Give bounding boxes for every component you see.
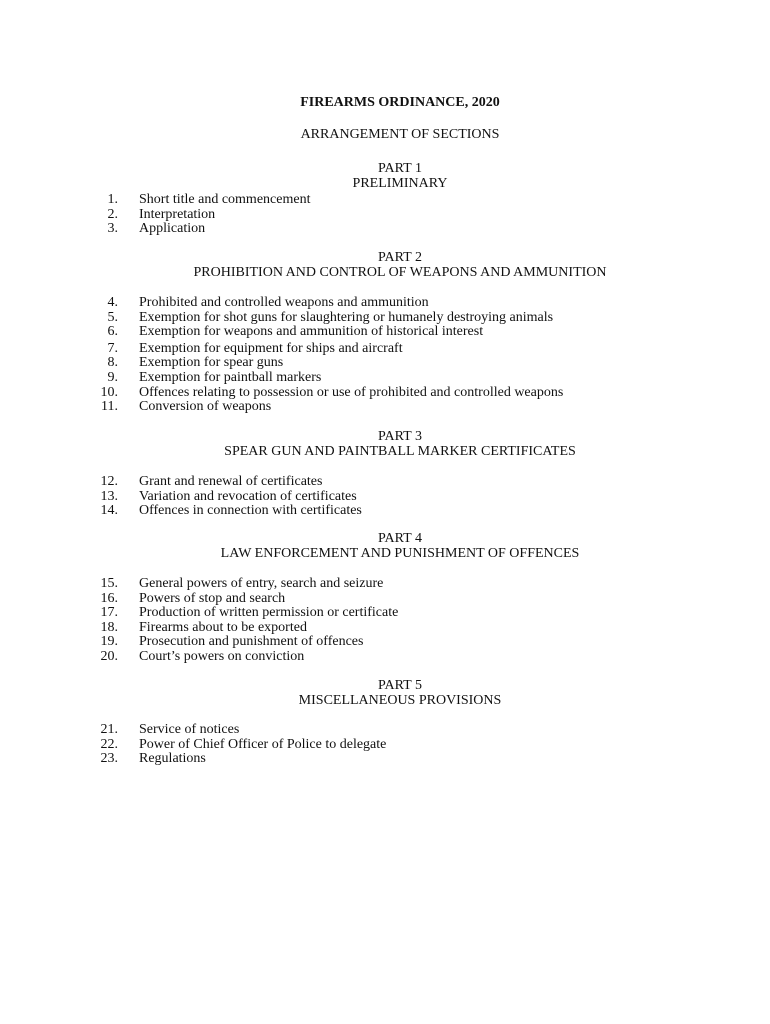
section-number: 12. [100, 474, 118, 489]
part-1-heading [0, 162, 770, 191]
part-label: PART 1 [378, 161, 422, 176]
section-title: Exemption for paintball markers [139, 369, 322, 385]
section-number: 19. [100, 634, 118, 650]
section-number: 1. [107, 192, 118, 207]
section-title: Exemption for equipment for ships and aircraft [139, 340, 403, 356]
section-number: 11. [101, 399, 118, 415]
section-number: 6. [107, 324, 118, 340]
part-label: PART 4 [378, 531, 422, 546]
section-number: 13. [100, 488, 118, 504]
section-number: 3. [107, 221, 118, 237]
part-5-heading [0, 679, 770, 708]
document-subtitle: ARRANGEMENT OF SECTIONS [300, 127, 500, 142]
section-number: 5. [107, 309, 118, 325]
part-title: MISCELLANEOUS PROVISIONS [298, 692, 502, 708]
section-item [0, 356, 770, 371]
section-item [0, 193, 770, 208]
section-title: Interpretation [139, 206, 216, 222]
section-title: Variation and revocation of certificates [139, 488, 357, 504]
section-title: Regulations [139, 751, 206, 767]
section-item [0, 723, 770, 738]
section-title: Service of notices [139, 722, 240, 737]
part-title: SPEAR GUN AND PAINTBALL MARKER CERTIFICATES [224, 443, 576, 459]
part-1-section-list [0, 193, 770, 237]
part-label: PART 5 [378, 678, 422, 693]
section-item [0, 296, 770, 311]
section-item [0, 606, 770, 621]
section-item [0, 208, 770, 223]
part-label: PART 2 [378, 250, 422, 265]
section-item [0, 386, 770, 401]
section-item [0, 400, 770, 415]
section-title: Offences in connection with certificates [139, 503, 362, 519]
section-title: Production of written permission or certificate [139, 605, 399, 621]
section-title: Firearms about to be exported [139, 619, 307, 635]
section-title: Court’s powers on conviction [139, 648, 305, 664]
part-2-heading [0, 251, 770, 280]
section-title: Powers of stop and search [139, 590, 286, 606]
section-title: Prosecution and punishment of offences [139, 634, 364, 650]
section-item [0, 738, 770, 753]
part-label: PART 3 [378, 429, 422, 444]
section-item [0, 635, 770, 650]
section-item [0, 577, 770, 592]
section-number: 2. [107, 206, 118, 222]
section-title: Exemption for weapons and ammunition of historical interest [139, 324, 484, 340]
section-number: 16. [100, 590, 118, 606]
part-3-section-list [0, 475, 770, 519]
part-4-heading [0, 532, 770, 561]
section-title: Exemption for spear guns [139, 355, 284, 371]
section-title: Application [139, 221, 206, 237]
section-number: 15. [100, 576, 118, 591]
section-title: Offences relating to possession or use of prohibited and controlled weapons [139, 384, 564, 400]
section-item [0, 325, 770, 340]
part-title: LAW ENFORCEMENT AND PUNISHMENT OF OFFENCES [220, 545, 580, 561]
section-number: 21. [100, 722, 118, 737]
section-item [0, 504, 770, 519]
section-number: 9. [107, 369, 118, 385]
section-item [0, 222, 770, 237]
part-title: PROHIBITION AND CONTROL OF WEAPONS AND AMMUNITION [193, 264, 607, 280]
part-5-section-list [0, 723, 770, 767]
section-number: 8. [107, 355, 118, 371]
section-item [0, 311, 770, 326]
part-title: PRELIMINARY [352, 175, 448, 191]
section-item [0, 371, 770, 386]
section-number: 20. [100, 648, 118, 664]
section-item [0, 475, 770, 490]
section-title: Conversion of weapons [139, 399, 272, 415]
section-item [0, 342, 770, 357]
section-number: 4. [107, 295, 118, 310]
section-title: Grant and renewal of certificates [139, 474, 323, 489]
section-number: 17. [100, 605, 118, 621]
part-3-heading [0, 430, 770, 459]
section-item [0, 752, 770, 767]
section-number: 10. [100, 384, 118, 400]
section-item [0, 592, 770, 607]
section-title: Short title and commencement [139, 192, 311, 207]
section-number: 14. [100, 503, 118, 519]
section-number: 23. [100, 751, 118, 767]
section-item [0, 621, 770, 636]
section-item [0, 650, 770, 665]
section-title: Power of Chief Officer of Police to delegate [139, 736, 387, 752]
section-title: General powers of entry, search and seizure [139, 576, 384, 591]
section-item [0, 490, 770, 505]
part-2-section-list [0, 296, 770, 415]
section-number: 18. [100, 619, 118, 635]
document-title: FIREARMS ORDINANCE, 2020 [300, 95, 500, 110]
section-title: Prohibited and controlled weapons and ammunition [139, 295, 429, 310]
section-number: 7. [107, 340, 118, 356]
part-4-section-list [0, 577, 770, 665]
section-number: 22. [100, 736, 118, 752]
section-title: Exemption for shot guns for slaughtering or humanely destroying animals [139, 309, 554, 325]
